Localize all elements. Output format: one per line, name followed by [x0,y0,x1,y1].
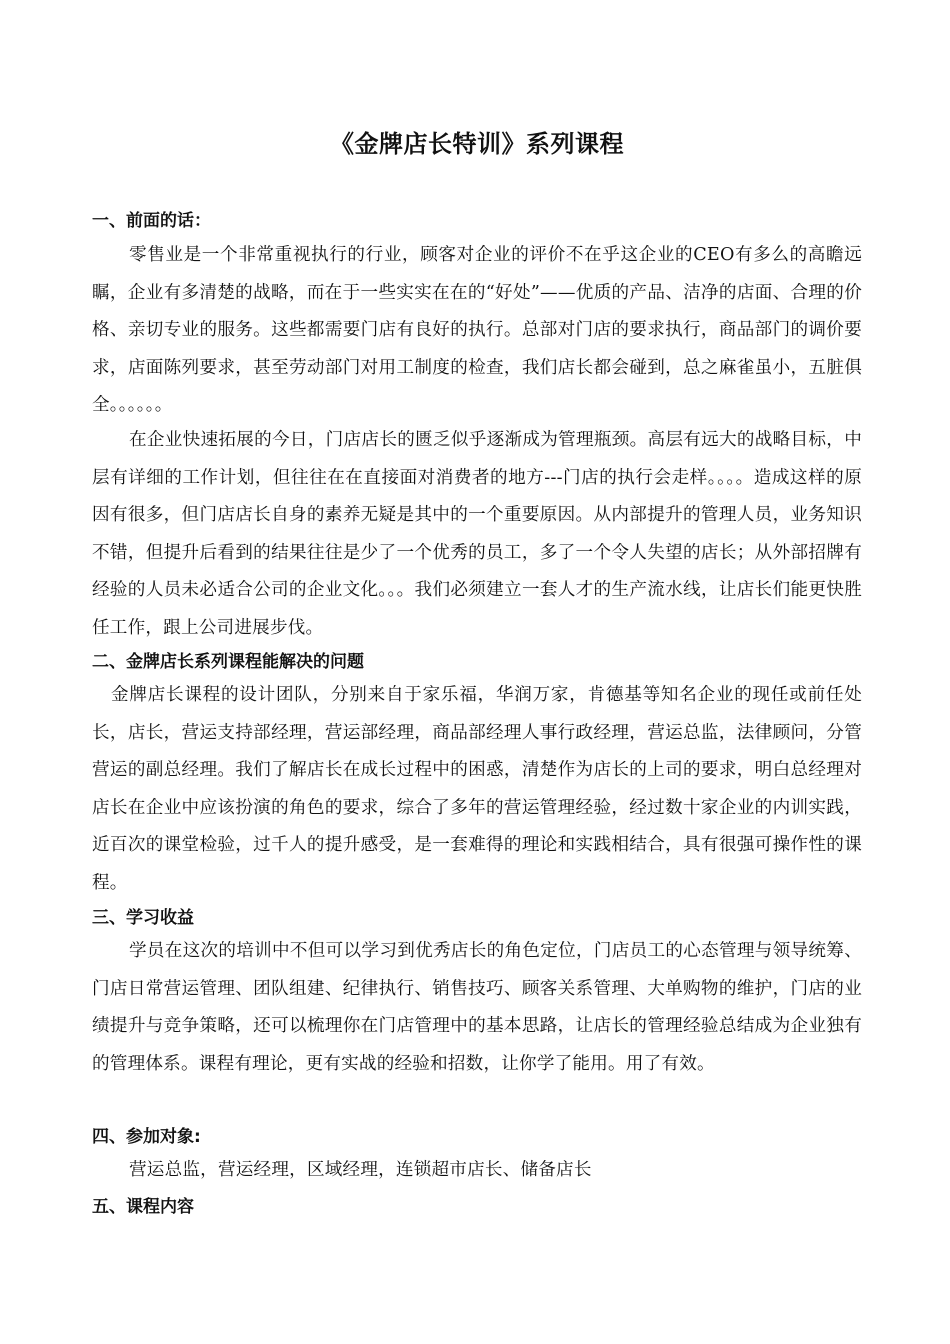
document-title: 《金牌店长特训》系列课程 [330,130,624,158]
section-heading-participants: 四、参加对象: [92,1127,201,1147]
section-heading-benefits: 三、学习收益 [92,908,194,928]
section-paragraph: 金牌店长课程的设计团队，分别来自于家乐福，华润万家，肯德基等知名企业的现任或前任处长，店长，营运支持部经理，营运部经理，商品部经理人事行政经理，营运总监，法律顾问，分管营运的副总经理。我们了解店长在成长过程中的困惑，清楚作为店长的上司的要求，明白总经理对店长在企业中应该扮演的角色的要求，综合了多年的营运管理经验，经过数十家企业的内训实践，近百次的课堂检验，过千人的提升感受，是一套难得的理论和实践相结合，具有很强可操作性的课程。 [92,685,862,893]
section-paragraph: 学员在这次的培训中不但可以学习到优秀店长的角色定位，门店员工的心态管理与领导统筹、门店日常营运管理、团队组建、纪律执行、销售技巧、顾客关系管理、大单购物的维护，门店的业绩提升与竞争策略，还可以梳理你在门店管理中的基本思路，让店长的管理经验总结成为企业独有的管理体系。课程有理论，更有实战的经验和招数，让你学了能用。用了有效。 [92,941,862,1074]
section-paragraph: 在企业快速拓展的今日，门店店长的匮乏似乎逐渐成为管理瓶颈。高层有远大的战略目标，中层有详细的工作计划，但往往在在直接面对消费者的地方---门店的执行会走样。。。。造成这样的原因有很多，但门店店长自身的素养无疑是其中的一个重要原因。从内部提升的管理人员，业务知识不错，但提升后看到的结果往往是少了一个优秀的员工，多了一个令人失望的店长；从外部招牌有经验的人员未必适合公司的企业文化。。。我们必须建立一套人才的生产流水线，让店长们能更快胜任工作，跟上公司进展步伐。 [92,430,862,638]
section-paragraph: 营运总监，营运经理，区域经理，连锁超市店长、储备店长 [129,1160,592,1180]
section-heading-problems-solved: 二、金牌店长系列课程能解决的问题 [92,652,364,672]
section-heading-course-content: 五、课程内容 [92,1197,194,1217]
section-heading-preface: 一、前面的话： [92,211,211,231]
section-paragraph: 零售业是一个非常重视执行的行业，顾客对企业的评价不在乎这企业的CEO有多么的高瞻远瞩，企业有多清楚的战略，而在于一些实实在在的“好处”——优质的产品、洁净的店面、合理的价格、亲切专业的服务。这些都需要门店有良好的执行。总部对门店的要求执行，商品部门的调价要求，店面陈列要求，甚至劳动部门对用工制度的检查，我们店长都会碰到，总之麻雀虽小，五脏俱全。。。。。。 [92,245,862,416]
